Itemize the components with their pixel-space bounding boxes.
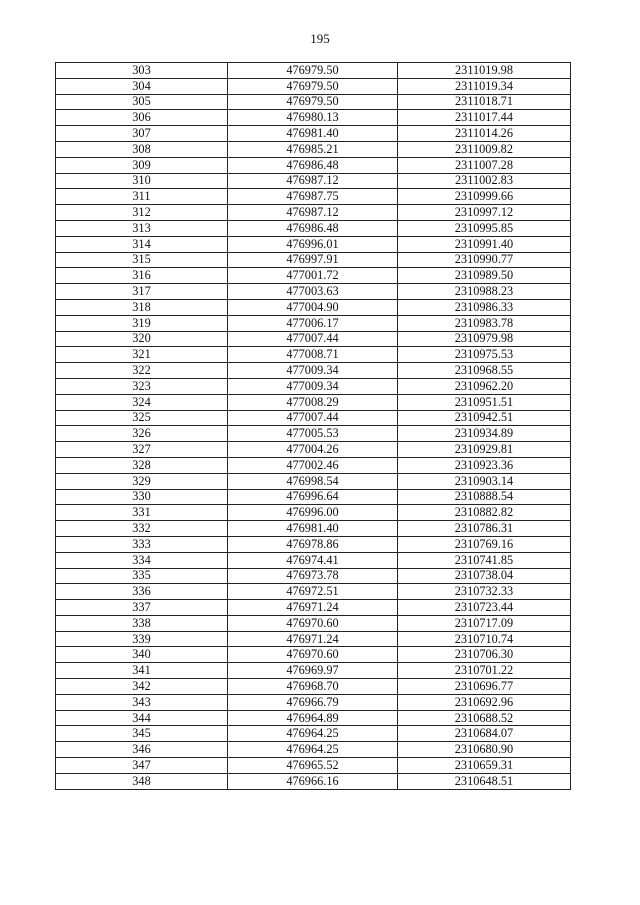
point-number-cell: 308 xyxy=(56,141,228,157)
x-coordinate-cell: 477002.46 xyxy=(228,457,398,473)
table-row xyxy=(56,220,571,236)
point-number-cell: 337 xyxy=(56,600,228,616)
y-coordinate-cell: 2310975.53 xyxy=(398,347,571,363)
y-coordinate-cell: 2311019.34 xyxy=(398,78,571,94)
point-number-cell: 309 xyxy=(56,157,228,173)
point-number-cell: 336 xyxy=(56,584,228,600)
x-coordinate-cell: 477003.63 xyxy=(228,284,398,300)
x-coordinate-cell: 476971.24 xyxy=(228,631,398,647)
y-coordinate-cell: 2310659.31 xyxy=(398,758,571,774)
table-row xyxy=(56,631,571,647)
point-number-cell: 323 xyxy=(56,378,228,394)
y-coordinate-cell: 2310723.44 xyxy=(398,600,571,616)
point-number-cell: 310 xyxy=(56,173,228,189)
table-row xyxy=(56,189,571,205)
y-coordinate-cell: 2310710.74 xyxy=(398,631,571,647)
table-row xyxy=(56,442,571,458)
y-coordinate-cell: 2310997.12 xyxy=(398,205,571,221)
table-row xyxy=(56,663,571,679)
x-coordinate-cell: 477008.29 xyxy=(228,394,398,410)
y-coordinate-cell: 2310696.77 xyxy=(398,679,571,695)
x-coordinate-cell: 476979.50 xyxy=(228,63,398,79)
coordinates-table-body xyxy=(56,63,571,790)
x-coordinate-cell: 477007.44 xyxy=(228,331,398,347)
y-coordinate-cell: 2310968.55 xyxy=(398,363,571,379)
point-number-cell: 303 xyxy=(56,63,228,79)
y-coordinate-cell: 2310923.36 xyxy=(398,457,571,473)
point-number-cell: 320 xyxy=(56,331,228,347)
table-row xyxy=(56,394,571,410)
point-number-cell: 345 xyxy=(56,726,228,742)
x-coordinate-cell: 476998.54 xyxy=(228,473,398,489)
x-coordinate-cell: 476997.91 xyxy=(228,252,398,268)
table-row xyxy=(56,284,571,300)
y-coordinate-cell: 2310951.51 xyxy=(398,394,571,410)
table-row xyxy=(56,205,571,221)
point-number-cell: 335 xyxy=(56,568,228,584)
point-number-cell: 347 xyxy=(56,758,228,774)
table-row xyxy=(56,758,571,774)
point-number-cell: 307 xyxy=(56,126,228,142)
point-number-cell: 333 xyxy=(56,536,228,552)
y-coordinate-cell: 2310991.40 xyxy=(398,236,571,252)
y-coordinate-cell: 2310732.33 xyxy=(398,584,571,600)
x-coordinate-cell: 476971.24 xyxy=(228,600,398,616)
y-coordinate-cell: 2311002.83 xyxy=(398,173,571,189)
y-coordinate-cell: 2310989.50 xyxy=(398,268,571,284)
x-coordinate-cell: 476964.89 xyxy=(228,710,398,726)
y-coordinate-cell: 2311009.82 xyxy=(398,141,571,157)
x-coordinate-cell: 476969.97 xyxy=(228,663,398,679)
y-coordinate-cell: 2310962.20 xyxy=(398,378,571,394)
point-number-cell: 319 xyxy=(56,315,228,331)
point-number-cell: 324 xyxy=(56,394,228,410)
table-row xyxy=(56,110,571,126)
point-number-cell: 321 xyxy=(56,347,228,363)
x-coordinate-cell: 477004.90 xyxy=(228,299,398,315)
y-coordinate-cell: 2310741.85 xyxy=(398,552,571,568)
x-coordinate-cell: 476985.21 xyxy=(228,141,398,157)
y-coordinate-cell: 2311017.44 xyxy=(398,110,571,126)
point-number-cell: 317 xyxy=(56,284,228,300)
table-row xyxy=(56,157,571,173)
x-coordinate-cell: 477005.53 xyxy=(228,426,398,442)
x-coordinate-cell: 476981.40 xyxy=(228,521,398,537)
y-coordinate-cell: 2311007.28 xyxy=(398,157,571,173)
y-coordinate-cell: 2310882.82 xyxy=(398,505,571,521)
y-coordinate-cell: 2310979.98 xyxy=(398,331,571,347)
table-row xyxy=(56,78,571,94)
table-row xyxy=(56,647,571,663)
y-coordinate-cell: 2311018.71 xyxy=(398,94,571,110)
table-row xyxy=(56,568,571,584)
y-coordinate-cell: 2311019.98 xyxy=(398,63,571,79)
y-coordinate-cell: 2310648.51 xyxy=(398,773,571,789)
table-row xyxy=(56,363,571,379)
x-coordinate-cell: 476979.50 xyxy=(228,94,398,110)
x-coordinate-cell: 476987.12 xyxy=(228,173,398,189)
table-row xyxy=(56,679,571,695)
y-coordinate-cell: 2310717.09 xyxy=(398,615,571,631)
table-row xyxy=(56,473,571,489)
table-row xyxy=(56,410,571,426)
y-coordinate-cell: 2310688.52 xyxy=(398,710,571,726)
x-coordinate-cell: 476968.70 xyxy=(228,679,398,695)
point-number-cell: 334 xyxy=(56,552,228,568)
x-coordinate-cell: 476964.25 xyxy=(228,742,398,758)
x-coordinate-cell: 476981.40 xyxy=(228,126,398,142)
point-number-cell: 342 xyxy=(56,679,228,695)
x-coordinate-cell: 476979.50 xyxy=(228,78,398,94)
table-row xyxy=(56,252,571,268)
point-number-cell: 341 xyxy=(56,663,228,679)
table-row xyxy=(56,726,571,742)
x-coordinate-cell: 477001.72 xyxy=(228,268,398,284)
table-row xyxy=(56,489,571,505)
point-number-cell: 348 xyxy=(56,773,228,789)
point-number-cell: 306 xyxy=(56,110,228,126)
table-row xyxy=(56,141,571,157)
y-coordinate-cell: 2310738.04 xyxy=(398,568,571,584)
point-number-cell: 325 xyxy=(56,410,228,426)
x-coordinate-cell: 477009.34 xyxy=(228,378,398,394)
x-coordinate-cell: 476996.01 xyxy=(228,236,398,252)
y-coordinate-cell: 2310942.51 xyxy=(398,410,571,426)
y-coordinate-cell: 2310684.07 xyxy=(398,726,571,742)
y-coordinate-cell: 2310929.81 xyxy=(398,442,571,458)
table-row xyxy=(56,299,571,315)
x-coordinate-cell: 476973.78 xyxy=(228,568,398,584)
table-row xyxy=(56,773,571,789)
y-coordinate-cell: 2310934.89 xyxy=(398,426,571,442)
x-coordinate-cell: 476996.64 xyxy=(228,489,398,505)
x-coordinate-cell: 477006.17 xyxy=(228,315,398,331)
table-row xyxy=(56,600,571,616)
table-row xyxy=(56,426,571,442)
y-coordinate-cell: 2310888.54 xyxy=(398,489,571,505)
point-number-cell: 340 xyxy=(56,647,228,663)
x-coordinate-cell: 476978.86 xyxy=(228,536,398,552)
point-number-cell: 331 xyxy=(56,505,228,521)
table-row xyxy=(56,552,571,568)
point-number-cell: 327 xyxy=(56,442,228,458)
x-coordinate-cell: 476974.41 xyxy=(228,552,398,568)
table-row xyxy=(56,268,571,284)
x-coordinate-cell: 476972.51 xyxy=(228,584,398,600)
point-number-cell: 313 xyxy=(56,220,228,236)
table-row xyxy=(56,457,571,473)
point-number-cell: 314 xyxy=(56,236,228,252)
table-row xyxy=(56,347,571,363)
x-coordinate-cell: 477008.71 xyxy=(228,347,398,363)
y-coordinate-cell: 2310692.96 xyxy=(398,694,571,710)
table-row xyxy=(56,505,571,521)
x-coordinate-cell: 476986.48 xyxy=(228,220,398,236)
coordinates-table xyxy=(55,62,571,790)
y-coordinate-cell: 2310701.22 xyxy=(398,663,571,679)
y-coordinate-cell: 2311014.26 xyxy=(398,126,571,142)
table-row xyxy=(56,236,571,252)
table-row xyxy=(56,584,571,600)
point-number-cell: 339 xyxy=(56,631,228,647)
point-number-cell: 316 xyxy=(56,268,228,284)
x-coordinate-cell: 477004.26 xyxy=(228,442,398,458)
table-row xyxy=(56,331,571,347)
point-number-cell: 344 xyxy=(56,710,228,726)
point-number-cell: 315 xyxy=(56,252,228,268)
y-coordinate-cell: 2310988.23 xyxy=(398,284,571,300)
x-coordinate-cell: 477007.44 xyxy=(228,410,398,426)
point-number-cell: 338 xyxy=(56,615,228,631)
y-coordinate-cell: 2310769.16 xyxy=(398,536,571,552)
table-row xyxy=(56,742,571,758)
table-row xyxy=(56,315,571,331)
y-coordinate-cell: 2310990.77 xyxy=(398,252,571,268)
table-row xyxy=(56,521,571,537)
point-number-cell: 343 xyxy=(56,694,228,710)
point-number-cell: 318 xyxy=(56,299,228,315)
x-coordinate-cell: 476987.12 xyxy=(228,205,398,221)
point-number-cell: 329 xyxy=(56,473,228,489)
x-coordinate-cell: 476987.75 xyxy=(228,189,398,205)
x-coordinate-cell: 476986.48 xyxy=(228,157,398,173)
x-coordinate-cell: 476996.00 xyxy=(228,505,398,521)
point-number-cell: 328 xyxy=(56,457,228,473)
y-coordinate-cell: 2310999.66 xyxy=(398,189,571,205)
point-number-cell: 305 xyxy=(56,94,228,110)
x-coordinate-cell: 476964.25 xyxy=(228,726,398,742)
x-coordinate-cell: 476965.52 xyxy=(228,758,398,774)
table-row xyxy=(56,94,571,110)
x-coordinate-cell: 476970.60 xyxy=(228,647,398,663)
y-coordinate-cell: 2310680.90 xyxy=(398,742,571,758)
y-coordinate-cell: 2310986.33 xyxy=(398,299,571,315)
x-coordinate-cell: 477009.34 xyxy=(228,363,398,379)
y-coordinate-cell: 2310995.85 xyxy=(398,220,571,236)
x-coordinate-cell: 476966.16 xyxy=(228,773,398,789)
x-coordinate-cell: 476980.13 xyxy=(228,110,398,126)
table-row xyxy=(56,126,571,142)
point-number-cell: 346 xyxy=(56,742,228,758)
y-coordinate-cell: 2310983.78 xyxy=(398,315,571,331)
point-number-cell: 312 xyxy=(56,205,228,221)
x-coordinate-cell: 476966.79 xyxy=(228,694,398,710)
table-row xyxy=(56,615,571,631)
point-number-cell: 322 xyxy=(56,363,228,379)
y-coordinate-cell: 2310786.31 xyxy=(398,521,571,537)
table-row xyxy=(56,710,571,726)
point-number-cell: 311 xyxy=(56,189,228,205)
y-coordinate-cell: 2310903.14 xyxy=(398,473,571,489)
page-number: 195 xyxy=(310,31,330,46)
table-row xyxy=(56,173,571,189)
point-number-cell: 330 xyxy=(56,489,228,505)
table-row xyxy=(56,63,571,79)
point-number-cell: 332 xyxy=(56,521,228,537)
table-row xyxy=(56,694,571,710)
table-row xyxy=(56,378,571,394)
point-number-cell: 326 xyxy=(56,426,228,442)
table-row xyxy=(56,536,571,552)
point-number-cell: 304 xyxy=(56,78,228,94)
x-coordinate-cell: 476970.60 xyxy=(228,615,398,631)
y-coordinate-cell: 2310706.30 xyxy=(398,647,571,663)
